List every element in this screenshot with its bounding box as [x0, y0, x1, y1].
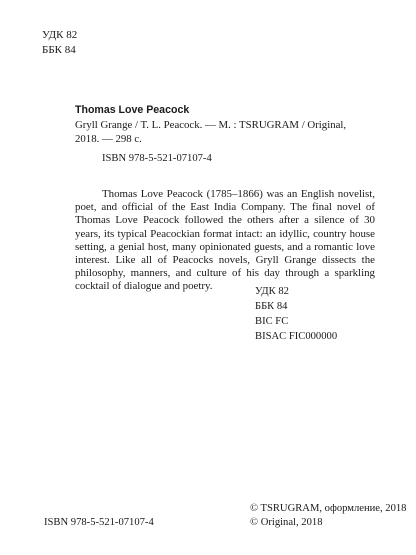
bibliographic-line-2: 2018. — 298 c.: [75, 133, 142, 145]
book-annotation: Thomas Love Peacock (1785–1866) was an English novelist, poet, and official of the East India Company. The final novel of Thomas Love Peacock followed the others after a silence of 30 years, its typical Peacockian format intact: an idyllic, country house setting, a genial host, many opinionated guests, and a romantic love interest. Like all of Peacocks novels, Gryll Grange dissects the philosophy, manners, and culture of his day through a sparkling cocktail of dialogue and poetry.: [75, 188, 375, 293]
bic-code: BIC FC: [255, 316, 289, 327]
udk-code-top: УДК 82: [42, 29, 78, 41]
isbn-bottom: ISBN 978-5-521-07107-4: [44, 517, 154, 528]
classification-right: [255, 284, 337, 344]
bibliographic-line-1: Gryll Grange / T. L. Peacock. — M. : TSRUGRAM / Original,: [75, 119, 347, 131]
bisac-code: BISAC FIC000000: [255, 331, 338, 342]
udk-code: УДК 82: [255, 286, 289, 297]
bibliographic-description: [75, 118, 346, 146]
bbk-code-top: ББК 84: [42, 43, 76, 56]
bbk-code: ББК 84: [255, 301, 288, 312]
classification-top: [42, 28, 77, 57]
author-name: Thomas Love Peacock: [75, 104, 190, 116]
copyright-original: © Original, 2018: [250, 516, 323, 528]
isbn-top: ISBN 978-5-521-07107-4: [102, 153, 212, 164]
copyright-design: © TSRUGRAM, оформление, 2018: [250, 503, 407, 514]
copyright-block: [250, 502, 406, 529]
